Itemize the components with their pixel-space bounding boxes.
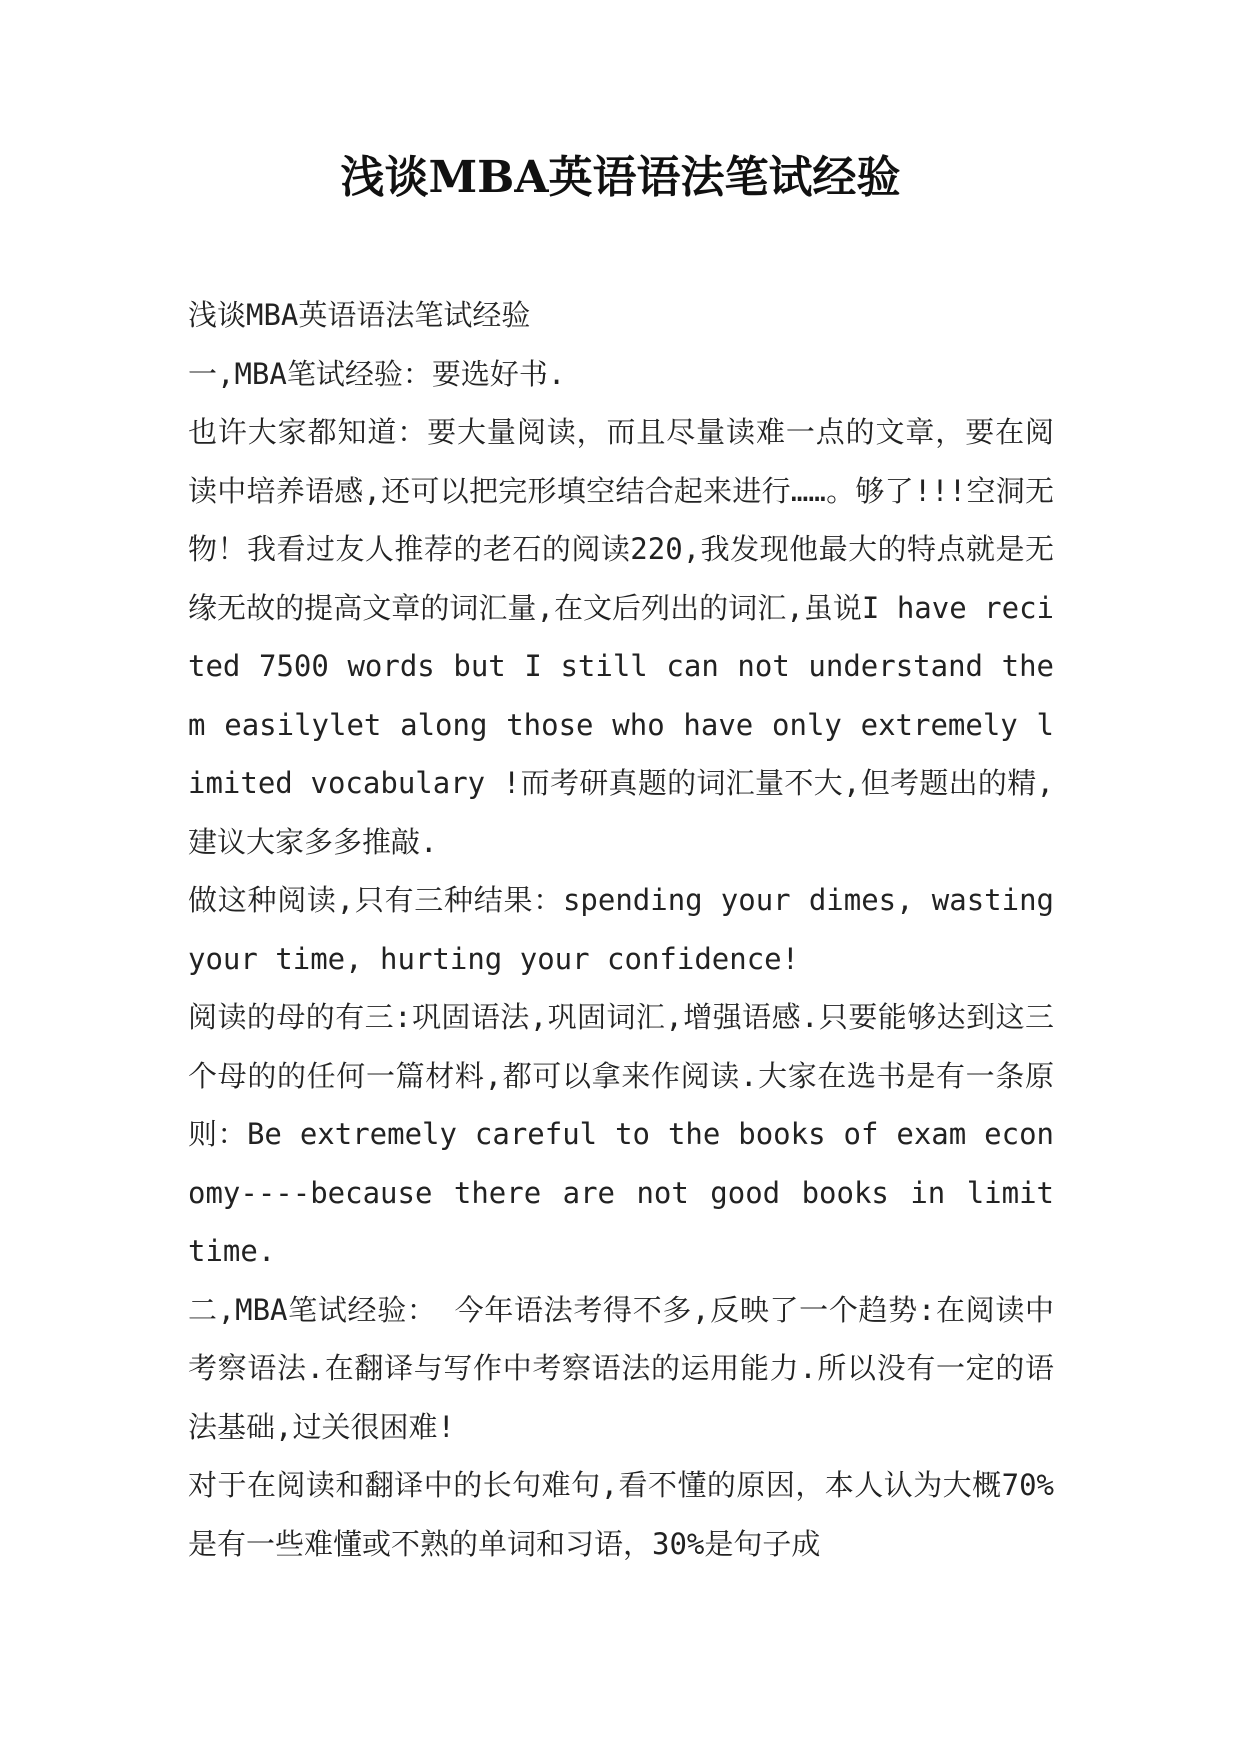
paragraph-reading-advice: 也许大家都知道：要大量阅读，而且尽量读难一点的文章，要在阅读中培养语感,还可以把完形填空结合起来进行……。够了!!!空洞无物！我看过友人推荐的老石的阅读220,我发现他最大的特点就是无缘无故的提高文章的词汇量,在文后列出的词汇,虽说I have recited 7500 words but I still can not understand them easilylet along those who have only extremely limited vocabulary !而考研真题的词汇量不大,但考题出的精,建议大家多多推敲.: [188, 415, 1054, 859]
document-body: [188, 286, 1054, 1573]
paragraph-section-one-heading: 一,MBA笔试经验：要选好书.: [188, 356, 566, 391]
paragraph-three-results: 做这种阅读,只有三种结果：spending your dimes, wasting your time, hurting your confidence!: [188, 883, 1054, 976]
paragraph-reading-purpose: 阅读的母的有三:巩固语法,巩固词汇,增强语感.只要能够达到这三个母的的任何一篇材料,都可以拿来作阅读.大家在选书是有一条原则：Be extremely careful to the books of exam economy----because there are not good books in limit time.: [188, 1000, 1054, 1268]
paragraph-heading: 浅谈MBA英语语法笔试经验: [188, 298, 531, 332]
paragraph-long-sentences: 对于在阅读和翻译中的长句难句,看不懂的原因，本人认为大概70%是有一些难懂或不熟的单词和习语，30%是句子成: [188, 1468, 1054, 1561]
paragraph-section-two-grammar: 二,MBA笔试经验： 今年语法考得不多,反映了一个趋势:在阅读中考察语法.在翻译与写作中考察语法的运用能力.所以没有一定的语法基础,过关很困难!: [188, 1292, 1054, 1444]
document-title: 浅谈MBA英语语法笔试经验: [340, 152, 901, 203]
